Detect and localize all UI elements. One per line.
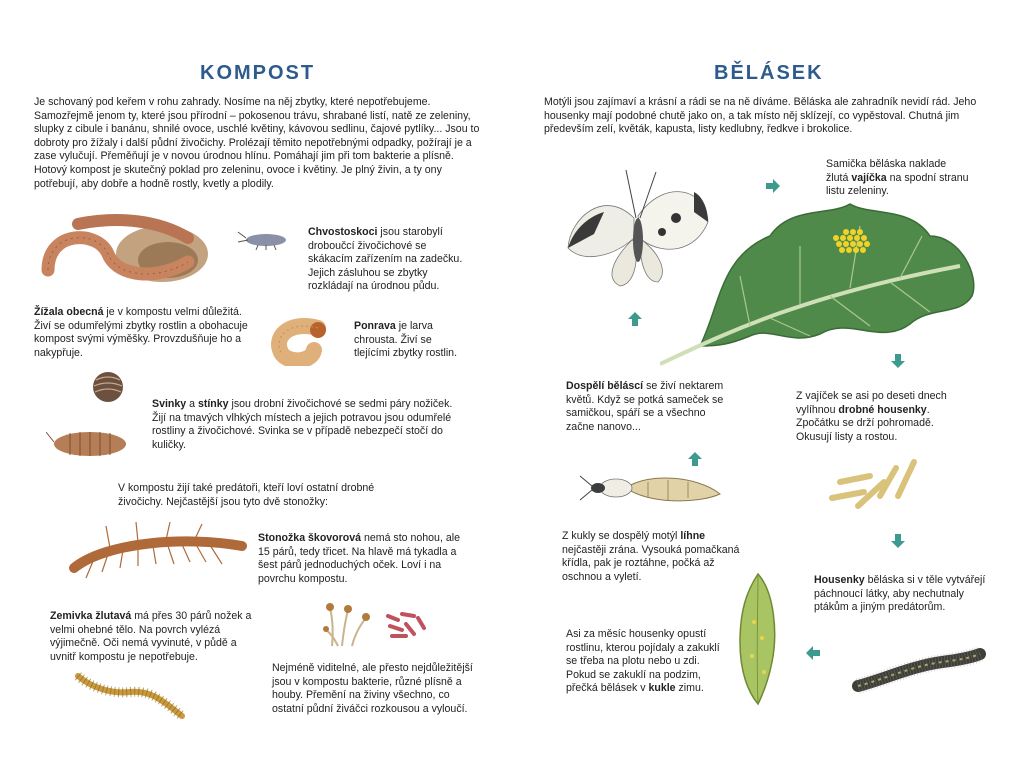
- soil-centipede-illustration: [72, 668, 188, 724]
- ponrava-desc: je larva chrousta. Živí se tlejícími zbytky rostlin.: [354, 320, 458, 360]
- kukla-word: kukle: [648, 682, 676, 695]
- arrow-up-icon: [628, 312, 642, 326]
- stonozka-text: [258, 532, 468, 586]
- svinky-desc: jsou drobní živočichové se sedmi páry nožiček. Žijí na tmavých vlhkých místech a jejich potravou jsou odumřelé rostliny a živočichové. Svinka se v případě nebezpečí stočí do kuličky.: [152, 398, 453, 451]
- ponrava-text: [354, 320, 464, 361]
- zizala-name: Žížala obecná: [34, 306, 104, 318]
- small-caterpillars-illustration: [828, 456, 922, 514]
- kukla-pre: Asi za měsíc housenky opustí rostlinu, kterou pojídaly a zakuklí se třeba na plotu nebo u zdi. Pokud se zakuklí na podzim, přečká bělásek v: [566, 628, 720, 695]
- vajicka-pre: Z vajíček se asi po deseti dnech vylíhnou: [796, 390, 947, 416]
- fungi-illustration: [322, 600, 376, 648]
- svinky-text: [152, 398, 462, 452]
- zemivka-name: Zemivka žlutavá: [50, 610, 132, 622]
- kukla-desc: zimu.: [675, 682, 704, 695]
- zemivka-desc: má přes 30 párů nožek a velmi ohebné tělo. Na povrch vylézá výjimečně. Oči nemá vyvinuté, v půdě a uvnitř kompostu je nepotřebuje.: [50, 610, 252, 663]
- zizala-desc: je v kompostu velmi důležitá. Živí se odumřelými zbytky rostlin a obohacuje kompost svými výměšky. Provzdušňuje ho a nakypřuje.: [34, 306, 248, 359]
- housenky-desc: běláska si v těle vytvářejí páchnoucí látky, aby nechutnaly ptákům a jiným predátorům.: [814, 574, 986, 614]
- housenky-text: [814, 574, 994, 615]
- dospeli-text: [566, 380, 736, 434]
- centipede-illustration: [66, 522, 250, 582]
- arrow-left-icon: [806, 646, 820, 660]
- samicka-text: [826, 158, 970, 199]
- lihne-pre: Z kukly se dospělý motýl: [562, 530, 681, 542]
- belasek-intro: Motýli jsou zajímaví a krásní a rádi se na ně díváme. Běláska ale zahradník nevidí rád. Jeho housenky mají podobné chutě jako on, a tak místo něj sklízejí, co vypěstoval. Chutná jim především zelí, květák, kapusta, listy kedlubny, ředkve i brokolice.: [544, 96, 977, 136]
- caterpillar-illustration: [852, 646, 986, 696]
- leaf-illustration: [660, 196, 982, 366]
- vajicka-word: vajíčka: [851, 171, 887, 184]
- bacteria-illustration: [384, 610, 428, 640]
- stinky-name: stínky: [197, 398, 229, 410]
- vajicka-text: [796, 390, 964, 444]
- drobne-housenky-word: drobné housenky: [838, 403, 927, 416]
- svinky-and: a: [186, 398, 198, 410]
- zizala-text: [34, 306, 256, 360]
- housenky-name: Housenky: [814, 574, 865, 586]
- kompost-intro: Je schovaný pod keřem v rohu zahrady. Nosíme na něj zbytky, které nepotřebujeme. Samozřejmě jenom ty, které jsou přírodní – pokosenou trávu, shrabané listí, natě ze zeleniny, slupky z cibule i banánu, shnilé ovoce, uschlé květiny, kávovou sedlinu, čajové pytlíky... Jsou to dobroty pro žížaly i další půdní živočichy. Prolézají těmito nepotřebnými odpadky, požírají je a zase vylučují. Přeměňují je v novou úrodnou hlínu. Pomáhají jim při tom bakterie a plísně. Hotový kompost je skutečný poklad pro zeleninu, ovoce i květiny. Je plný živin, a ty ony potřebují, aby dobře a hodně rostly, kvetly a plodily.: [34, 96, 480, 190]
- chvostoskoci-name: Chvostoskoci: [308, 226, 378, 238]
- pillbug-illustration: [90, 370, 126, 404]
- svinky-name: Svinky: [152, 398, 187, 410]
- kukla-text: [566, 628, 732, 696]
- bakterie-text: Nejméně viditelné, ale přesto nejdůležitější jsou v kompostu bakterie, různé plísně a houby. Přemění na živiny všechno, co ostatní půdní živáčci rozkousou a vyloučí.: [272, 662, 473, 715]
- earthworm-illustration: [38, 210, 210, 296]
- springtail-illustration: [236, 228, 292, 252]
- belasek-title: BĚLÁSEK: [714, 62, 824, 84]
- arrow-up-icon: [688, 452, 702, 466]
- arrow-right-icon: [766, 179, 780, 193]
- chvostoskoci-desc: jsou starobylí droboučcí živočichové se skákacím zařízením na zadečku. Jejich zásluhou se zbytky rozkládají na úrodnou půdu.: [308, 226, 463, 293]
- samicka-pre: Samička běláska naklade žlutá: [826, 158, 947, 184]
- chvostoskoci-text: [308, 226, 474, 294]
- lihne-text: [562, 530, 752, 584]
- lihne-word: líhne: [680, 530, 706, 542]
- zemivka-text: [50, 610, 254, 664]
- samicka-desc: na spodní stranu listu zeleniny.: [826, 171, 969, 198]
- dospeli-name: Dospělí běláscí: [566, 380, 644, 392]
- stonozka-name: Stonožka škovorová: [258, 532, 362, 544]
- vajicka-desc: . Zpočátku se drží pohromadě. Okusují listy a rostou.: [796, 403, 934, 443]
- predatori-text: V kompostu žijí také predátoři, kteří loví ostatní drobné živočichy. Nejčastější jsou tyto dvě stonožky:: [118, 482, 375, 508]
- stonozka-desc: nemá sto nohou, ale 15 párů, tedy třicet. Na hlavě má tykadla a šest párů jednoduchých oček. Loví i na povrchu kompostu.: [258, 532, 460, 585]
- arrow-down-icon: [891, 534, 905, 548]
- ponrava-name: Ponrava: [354, 320, 396, 332]
- lihne-desc: nejčastěji zrána. Vysouká pomačkaná křídla, pak je roztáhne, počká až oschnou a vyletí.: [562, 543, 740, 583]
- emerging-butterfly-illustration: [578, 468, 724, 510]
- arrow-down-icon: [891, 354, 905, 368]
- kompost-title: KOMPOST: [200, 62, 316, 84]
- grub-illustration: [268, 318, 338, 366]
- dospeli-desc: se živí nektarem květů. Když se potká sameček se samičkou, spáří se a všechno začne nanovo...: [566, 380, 724, 433]
- chrysalis-illustration: [734, 572, 782, 706]
- woodlouse-illustration: [46, 424, 132, 464]
